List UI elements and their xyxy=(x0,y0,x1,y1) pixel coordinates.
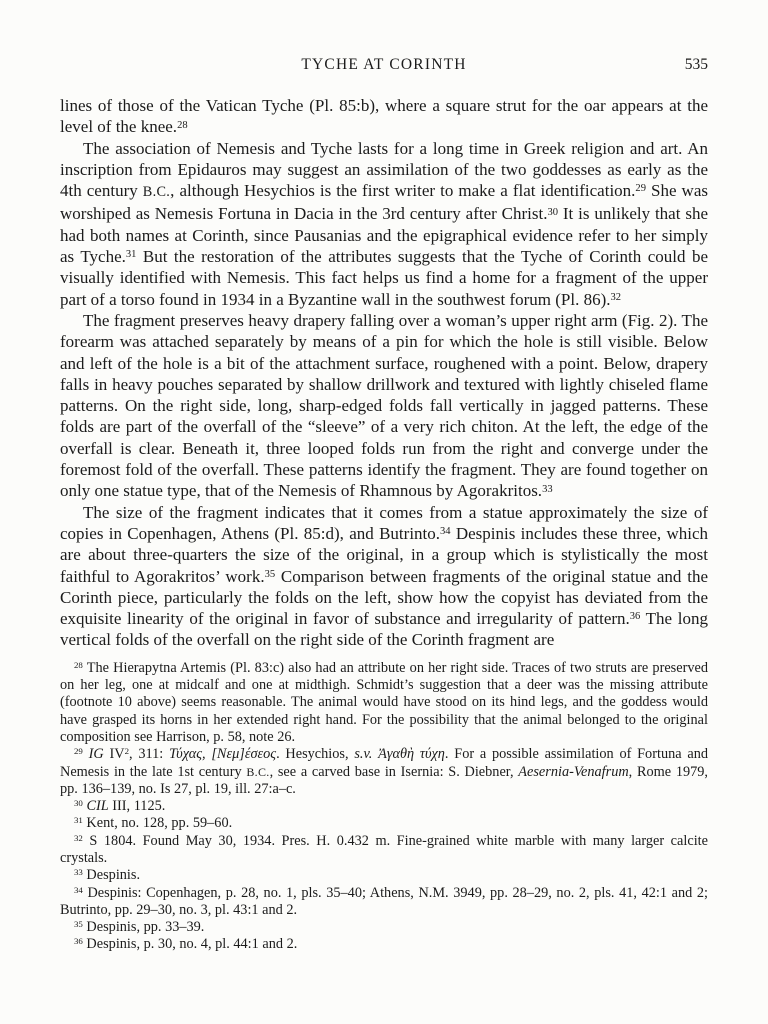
page-content xyxy=(60,56,708,954)
page-title: TYCHE AT CORINTH xyxy=(301,56,467,73)
footnote-30: $^{30}$ CIL III, 1125. xyxy=(74,798,166,815)
footnote-36: $^{36}$ Despinis, p. 30, no. 4, pl. 44:1 and 2. xyxy=(74,936,298,953)
footnotes xyxy=(60,660,708,954)
body-paragraph-3: The fragment preserves heavy drapery falling over a woman’s upper right arm (Fig. 2). The forearm was attached separately by means of a pin for which the hole is still visible. Below and left of the hole is a bit of the attachment surface, roughened with a point. Below, drapery falls in heavy pouches separated by shallow drillwork and textured with lightly chiseled flame patterns. On the right side, long, sharp-edged folds fall vertically in jagged patterns. These folds are part of the overfall of the “sleeve” of a very rich chiton. At the left, the edge of the overfall is clear. Beneath it, three looped folds run from the right and converge under the foremost fold of the overfall. These patterns identify the fragment. They are found together on only one statue type, that of the Nemesis of Rhamnous by Agorakritos.$^{33}$ xyxy=(60,310,708,501)
footnote-29: $^{29}$ IG $IV^2$, 311: Τύχας, [Νεμ]έσεος. Hesychios, s.v. Ἀγαθὴ τύχη. For a possible assimilation of Fortuna and Nemesis in the late 1st century B.C., see a carved base in Isernia: S. Diebner, Aesernia-Venafrum, Rome 1979, pp. 136–139, no. Is 27, pl. 19, ill. 27:a–c. xyxy=(60,746,709,797)
footnote-28: $^{28}$ The Hierapytna Artemis (Pl. 83:c) also had an attribute on her right side. Traces of two struts are preserved on her leg, one at midcalf and one at midthigh. Schmidt’s suggestion that a deer was the missing attribute (footnote 10 above) seems reasonable. The animal would have stood on its hind legs, and the goddess would have grasped its horns in her extended right hand. For the possibility that the animal belonged to the original composition see Harrison, p. 58, note 26. xyxy=(60,659,708,745)
footnote-31: $^{31}$ Kent, no. 128, pp. 59–60. xyxy=(74,815,233,832)
body-paragraph-1: lines of those of the Vatican Tyche (Pl. 85:b), where a square strut for the oar appears at the level of the knee.$^{28}$ xyxy=(60,96,708,137)
body-paragraph-4: The size of the fragment indicates that it comes from a statue approximately the size of copies in Copenhagen, Athens (Pl. 85:d), and Butrinto.$^{34}$ Despinis includes these three, which are about three-quarters the size of the original, in a group which is stylistically the most faithful to Agorakritos’ work.$^{35}$ Comparison between fragments of the original statue and the Corinth piece, particularly the folds on the left, show how the copyist has deviated from the exquisite linearity of the original in favor of substance and irregularity of pattern.$^{36}$ The long vertical folds of the overfall on the right side of the Corinth fragment are xyxy=(60,502,708,650)
footnote-35: $^{35}$ Despinis, pp. 33–39. xyxy=(74,919,205,936)
page-number: 535 xyxy=(684,56,708,73)
footnote-34: $^{34}$ Despinis: Copenhagen, p. 28, no. 1, pls. 35–40; Athens, N.M. 3949, pp. 28–29, no. 2, pls. 41, 42:1 and 2; Butrinto, pp. 29–30, no. 3, pl. 43:1 and 2. xyxy=(60,884,708,918)
running-head xyxy=(60,56,708,95)
body-paragraph-2: The association of Nemesis and Tyche lasts for a long time in Greek religion and art. An inscription from Epidauros may suggest an assimilation of the two goddesses as early as the 4th century B.C., although Hesychios is the first writer to make a flat identification.$^{29}$ She was worshiped as Nemesis Fortuna in Dacia in the 3rd century after Christ.$^{30}$ It is unlikely that she had both names at Corinth, since Pausanias and the epigraphical evidence refer to her simply as Tyche.$^{31}$ But the restoration of the attributes suggests that the Tyche of Corinth could be visually identified with Nemesis. This fact helps us find a home for a fragment of the upper part of a torso found in 1934 in a Byzantine wall in the southwest forum (Pl. 86).$^{32}$ xyxy=(60,138,708,309)
body-text xyxy=(60,95,708,651)
footnote-32: $^{32}$ S 1804. Found May 30, 1934. Pres. H. 0.432 m. Fine-grained white marble with many larger calcite crystals. xyxy=(60,832,708,866)
footnote-33: $^{33}$ Despinis. xyxy=(74,867,141,884)
